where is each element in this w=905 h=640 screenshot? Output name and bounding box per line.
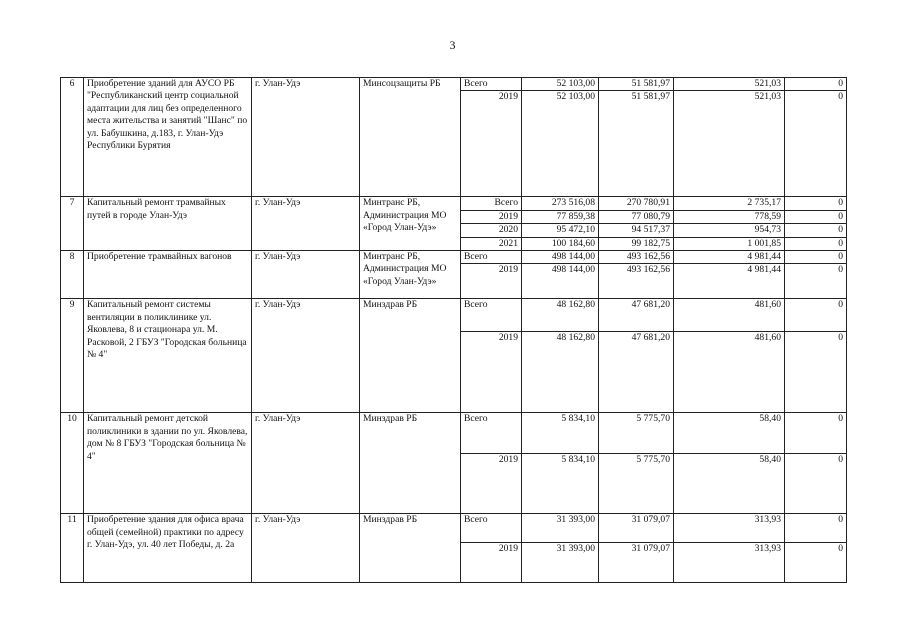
year-label: 2019 [461,264,522,299]
amount-federal: 47 681,20 [599,299,674,332]
amount-local: 0 [785,197,847,210]
amount-regional: 313,93 [674,543,785,583]
object-location: г. Улан-Удэ [252,514,360,583]
responsible-agency: Минздрав РБ [360,514,461,583]
amount-regional: 778,59 [674,210,785,223]
program-table [60,77,847,583]
amount-federal: 493 162,56 [599,251,674,264]
object-name: Капитальный ремонт детской поликлиники в здании по ул. Яковлева, дом № 8 ГБУЗ "Городская больница № 4" [84,413,252,514]
amount-local: 0 [785,78,847,91]
responsible-agency: Минтранс РБ, Администрация МО «Город Улан-Удэ» [360,197,461,251]
amount-local: 0 [785,454,847,514]
year-label: 2019 [461,543,522,583]
amount-regional: 481,60 [674,332,785,413]
amount-total: 498 144,00 [522,251,599,264]
amount-local: 0 [785,251,847,264]
amount-federal: 31 079,07 [599,514,674,543]
amount-total: 31 393,00 [522,543,599,583]
amount-regional: 481,60 [674,299,785,332]
amount-total: 100 184,60 [522,237,599,250]
responsible-agency: Минздрав РБ [360,413,461,514]
row-number: 9 [61,299,84,413]
amount-federal: 47 681,20 [599,332,674,413]
page-number: 3 [449,38,456,52]
row-number: 10 [61,413,84,514]
object-location: г. Улан-Удэ [252,251,360,299]
amount-total: 77 859,38 [522,210,599,223]
amount-local: 0 [785,91,847,197]
amount-local: 0 [785,264,847,299]
amount-regional: 58,40 [674,454,785,514]
year-label: Всего [461,299,522,332]
table-row [61,299,847,332]
amount-regional: 954,73 [674,224,785,237]
year-label: 2019 [461,91,522,197]
amount-regional: 521,03 [674,78,785,91]
amount-federal: 51 581,97 [599,78,674,91]
amount-federal: 31 079,07 [599,543,674,583]
amount-total: 52 103,00 [522,91,599,197]
amount-local: 0 [785,237,847,250]
year-label: Всего [461,78,522,91]
amount-total: 95 472,10 [522,224,599,237]
object-name: Капитальный ремонт системы вентиляции в поликлинике ул. Яковлева, 8 и стационара ул. М. Расковой, 2 ГБУЗ "Городская больница № 4" [84,299,252,413]
amount-regional: 521,03 [674,91,785,197]
year-label: 2019 [461,454,522,514]
amount-total: 48 162,80 [522,299,599,332]
amount-federal: 5 775,70 [599,413,674,454]
amount-regional: 4 981,44 [674,251,785,264]
object-name: Приобретение трамвайных вагонов [84,251,252,299]
amount-local: 0 [785,299,847,332]
table-row [61,514,847,543]
amount-local: 0 [785,413,847,454]
object-location: г. Улан-Удэ [252,197,360,251]
amount-regional: 4 981,44 [674,264,785,299]
amount-regional: 313,93 [674,514,785,543]
year-label: Всего [461,514,522,543]
amount-federal: 99 182,75 [599,237,674,250]
year-label: Всего [461,251,522,264]
amount-local: 0 [785,543,847,583]
amount-total: 5 834,10 [522,454,599,514]
row-number: 7 [61,197,84,251]
amount-regional: 2 735,17 [674,197,785,210]
amount-local: 0 [785,332,847,413]
amount-total: 273 516,08 [522,197,599,210]
amount-local: 0 [785,224,847,237]
amount-federal: 270 780,91 [599,197,674,210]
object-name: Приобретение здания для офиса врача общей (семейной) практики по адресу г. Улан-Удэ, ул. 40 лет Победы, д. 2а [84,514,252,583]
year-label: 2020 [461,224,522,237]
amount-total: 31 393,00 [522,514,599,543]
table-row [61,197,847,210]
amount-regional: 1 001,85 [674,237,785,250]
object-name: Приобретение зданий для АУСО РБ "Республиканский центр социальной адаптации для лиц без определенного места жительства и занятий "Шанс" по ул. Бабушкина, д.183, г. Улан-Удэ Республики Бурятия [84,78,252,197]
table-row [61,78,847,91]
year-label: Всего [461,197,522,210]
responsible-agency: Минсоцзащиты РБ [360,78,461,197]
amount-total: 48 162,80 [522,332,599,413]
object-name: Капитальный ремонт трамвайных путей в городе Улан-Удэ [84,197,252,251]
amount-federal: 493 162,56 [599,264,674,299]
table-row [61,413,847,454]
amount-local: 0 [785,210,847,223]
amount-federal: 5 775,70 [599,454,674,514]
responsible-agency: Минтранс РБ, Администрация МО «Город Улан-Удэ» [360,251,461,299]
table-row [61,251,847,264]
year-label: 2021 [461,237,522,250]
row-number: 6 [61,78,84,197]
year-label: 2019 [461,332,522,413]
object-location: г. Улан-Удэ [252,299,360,413]
amount-federal: 94 517,37 [599,224,674,237]
amount-local: 0 [785,514,847,543]
object-location: г. Улан-Удэ [252,413,360,514]
year-label: 2019 [461,210,522,223]
row-number: 11 [61,514,84,583]
amount-federal: 51 581,97 [599,91,674,197]
responsible-agency: Минздрав РБ [360,299,461,413]
year-label: Всего [461,413,522,454]
amount-regional: 58,40 [674,413,785,454]
object-location: г. Улан-Удэ [252,78,360,197]
amount-total: 52 103,00 [522,78,599,91]
amount-federal: 77 080,79 [599,210,674,223]
amount-total: 498 144,00 [522,264,599,299]
row-number: 8 [61,251,84,299]
amount-total: 5 834,10 [522,413,599,454]
